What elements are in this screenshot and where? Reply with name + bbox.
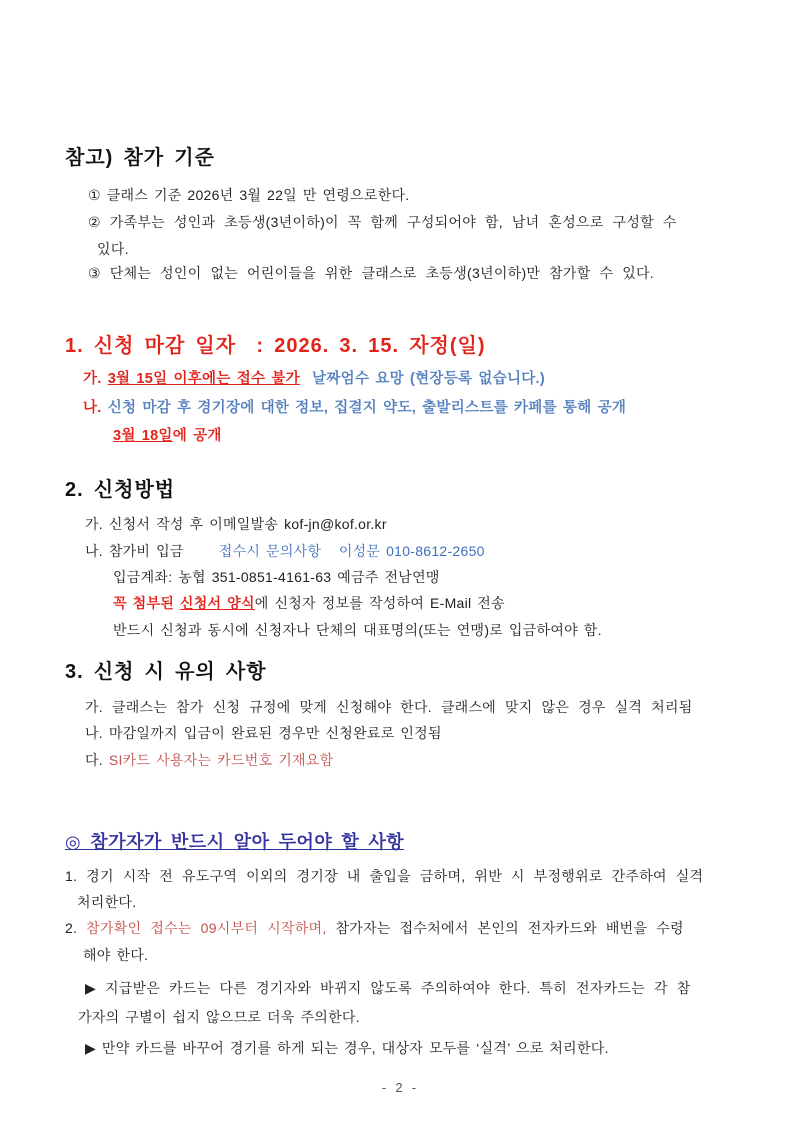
reference-item-2: ② 가족부는 성인과 초등생(3년이하)이 꼭 함께 구성되어야 함, 남녀 혼성으로 구성할 수 — [88, 214, 677, 230]
reference-section-title: 참고) 참가 기준 — [65, 147, 215, 169]
section1-item-ga — [83, 369, 545, 389]
notice-item-2-cont: 해야 한다. — [83, 947, 149, 963]
section3-item-na: 나. 마감일까지 입금이 완료된 경우만 신청완료로 인정됨 — [85, 725, 442, 741]
notice-item-2-rest: 참가자는 접수처에서 본인의 전자카드와 배번을 수령 — [326, 920, 684, 936]
section2-title: 2. 신청방법 — [65, 479, 176, 501]
section2-attach-form-name: 신청서 양식 — [179, 595, 255, 611]
section1-ga-deadline-text: 3월 15일 이후에는 접수 불가 — [107, 371, 300, 387]
notice-item-2-label: 2. — [65, 920, 87, 936]
section2-attachment-note — [113, 593, 505, 613]
section2-item-ga-email: 가. 신청서 작성 후 이메일발송 kof-jn@kof.or.kr — [85, 516, 387, 532]
notice-item-1-cont: 처리한다. — [77, 894, 137, 910]
section3-title: 3. 신청 시 유의 사항 — [65, 661, 267, 683]
section3-item-da — [85, 750, 333, 770]
section1-release-date: 3월 18일 — [113, 428, 173, 444]
section3-sicard-note: SI카드 사용자는 카드번호 기재요함 — [108, 752, 334, 768]
section2-account-info: 입금계좌: 농협 351-0851-4161-63 예금주 전남연맹 — [113, 569, 440, 585]
section2-attach-emphasis: 꼭 첨부된 — [113, 595, 180, 611]
reference-item-2-cont: 있다. — [97, 241, 129, 257]
section2-deposit-note: 반드시 신청과 동시에 신청자나 단체의 대표명의(또는 연맹)로 입금하여야 함. — [113, 622, 602, 638]
section1-item-na-date — [113, 426, 222, 446]
section3-item-ga: 가. 클래스는 참가 신청 규정에 맞게 신청해야 한다. 클래스에 맞지 않은 경우 실격 처리됨 — [85, 699, 693, 715]
section2-attach-rest: 에 신청자 정보를 작성하여 E-Mail 전송 — [254, 595, 505, 611]
reference-item-1: ① 클래스 기준 2026년 3월 22일 만 연령으로한다. — [88, 187, 410, 203]
section1-ga-label: 가. — [83, 371, 108, 387]
section3-da-label: 다. — [85, 752, 109, 768]
section2-na-label: 나. 참가비 입금 — [85, 543, 219, 559]
notice-bullet-1: ▶ 지급받은 카드는 다른 경기자와 바뀌지 않도록 주의하여야 한다. 특히 전자카드는 각 참 — [85, 980, 691, 996]
section1-item-na — [83, 398, 626, 418]
section2-item-na-payment — [85, 541, 485, 561]
notice-section-title: ◎ 참가자가 반드시 알아 두어야 할 사항 — [65, 832, 405, 852]
section1-na-info-text: 신청 마감 후 경기장에 대한 정보, 집결지 약도, 출발리스트를 카페를 통해 공개 — [107, 400, 627, 416]
section1-release-date-rest: 에 공개 — [172, 428, 222, 444]
page-number: - 2 - — [381, 1080, 419, 1095]
reference-item-3: ③ 단체는 성인이 없는 어린이들을 위한 클래스로 초등생(3년이하)만 참가할 수 있다. — [88, 265, 654, 281]
section2-contact-info: 접수시 문의사항 이성문 010-8612-2650 — [218, 543, 485, 559]
notice-bullet-2: ▶ 만약 카드를 바꾸어 경기를 하게 되는 경우, 대상자 모두를 ‘실격’ 으로 처리한다. — [85, 1040, 609, 1056]
notice-checkin-time: 참가확인 접수는 09시부터 시작하며, — [86, 920, 327, 936]
section1-title: 1. 신청 마감 일자 : 2026. 3. 15. 자정(일) — [65, 335, 486, 357]
section1-ga-note-text: 날짜엄수 요망 (현장등록 없습니다.) — [299, 371, 545, 387]
notice-bullet-1-cont: 가자의 구별이 쉽지 않으므로 더욱 주의한다. — [78, 1009, 360, 1025]
section1-na-label: 나. — [83, 400, 108, 416]
notice-item-2 — [65, 918, 684, 938]
notice-item-1: 1. 경기 시작 전 유도구역 이외의 경기장 내 출입을 금하며, 위반 시 부정행위로 간주하여 실격 — [65, 868, 704, 884]
